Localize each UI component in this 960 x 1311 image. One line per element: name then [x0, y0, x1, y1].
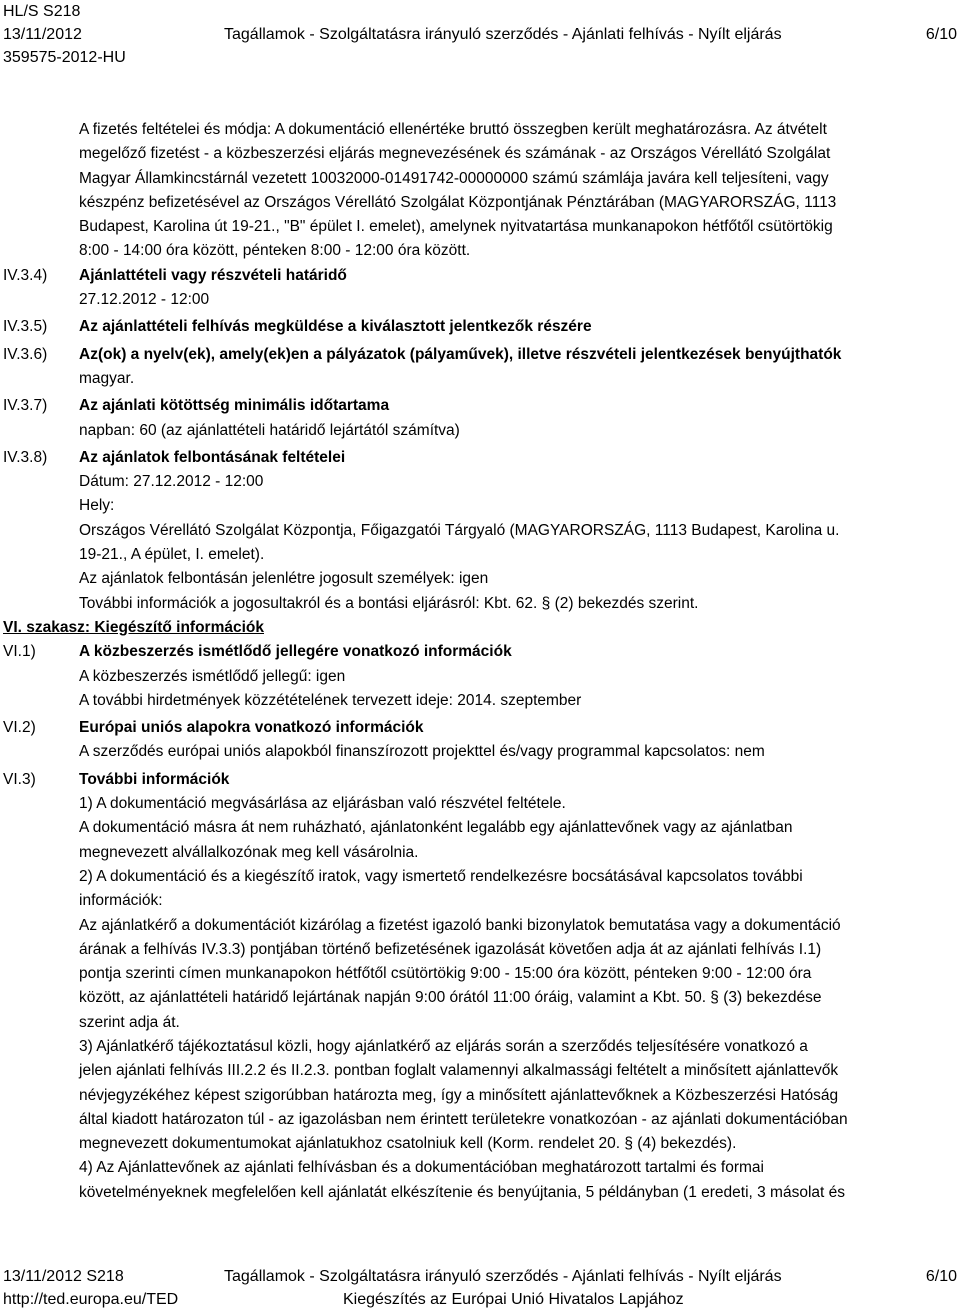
section-heading: Az ajánlati kötöttség minimális időtartama — [79, 397, 390, 415]
eu-funds-line: A szerződés európai uniós alapokból finanszírozott projekttel és/vagy programmal kapcsolatos: nem — [79, 743, 765, 761]
section-heading: Az ajánlattételi felhívás megküldése a kiválasztott jelentkezők részére — [79, 318, 592, 336]
section-label: VI.2) — [3, 719, 36, 737]
section-heading: A közbeszerzés ismétlődő jellegére vonatkozó információk — [79, 643, 512, 661]
info-line: 2) A dokumentáció és a kiegészítő iratok, vagy ismertető rendelkezésre bocsátásával kapcsolatos további — [79, 867, 803, 885]
section-heading: Ajánlattételi vagy részvételi határidő — [79, 266, 347, 284]
page-header — [3, 0, 957, 69]
validity-value: napban: 60 (az ajánlattételi határidő lejártától számítva) — [79, 421, 460, 439]
footer-title: Tagállamok - Szolgáltatásra irányuló szerződés - Ajánlati felhívás - Nyílt eljárás — [224, 1268, 782, 1285]
info-line: követelményeknek megfelelően kell ajánlatát elkészítenie és benyújtania, 5 példányban (1 eredeti, 3 másolat és — [79, 1183, 846, 1201]
info-line: között, az ajánlattételi határidő lejártának napján 9:00 órától 11:00 óráig, valamint a Kbt. 50. § (3) bekezdése — [79, 989, 822, 1007]
payment-line: megelőző fizetést - a közbeszerzési eljárás megnevezésének és számának - az Országos Vérellátó Szolgálat — [79, 145, 831, 163]
payment-line: 8:00 - 14:00 óra között, pénteken 8:00 - 12:00 óra között. — [79, 242, 471, 260]
footer-date: 13/11/2012 — [3, 1268, 82, 1285]
header-title: Tagállamok - Szolgáltatásra irányuló szerződés - Ajánlati felhívás - Nyílt eljárás — [224, 26, 782, 43]
section-label: VI.1) — [3, 643, 36, 661]
recurrence-line: A közbeszerzés ismétlődő jellegű: igen — [79, 667, 346, 685]
opening-line: Hely: — [79, 497, 115, 515]
payment-line: A fizetés feltételei és módja: A dokumentáció ellenértéke bruttó összegben került meghatározásra. Az átvételt — [79, 121, 827, 138]
footer-url[interactable]: http://ted.europa.eu/TED — [3, 1291, 179, 1308]
info-line: A dokumentáció másra át nem ruházható, ajánlatonként legalább egy ajánlattevőnek vagy az ajánlatban — [79, 819, 793, 837]
section-label: VI.3) — [3, 770, 36, 788]
section-heading: További információk — [79, 770, 230, 788]
info-line: árának a felhívás IV.3.3) pontjában történő befizetésének igazolását követően adja át az ajánlati felhívás I.1) — [79, 940, 822, 958]
footer-series: S218 — [86, 1268, 124, 1285]
header-page-number: 6/10 — [925, 26, 957, 43]
payment-line: Budapest, Karolina út 19-21., "B" épület I. emelet), amelynek nyitvatartása munkanapokon hétfőtől csütörtökig — [79, 218, 833, 236]
info-line: 1) A dokumentáció megvásárlása az eljárásban való részvétel feltétele. — [79, 795, 566, 813]
section-label: IV.3.7) — [3, 397, 48, 415]
notice-number: 359575-2012-HU — [3, 49, 126, 66]
info-line: megnevezett dokumentumokat ajánlatukhoz csatolniuk kell (Korm. rendelet 20. § (4) bekezdés). — [79, 1135, 737, 1153]
info-line: szerint adja át. — [79, 1013, 180, 1031]
footer-page-number: 6/10 — [925, 1268, 957, 1285]
section-heading: Az(ok) a nyelv(ek), amely(ek)en a pályázatok (pályaművek), illetve részvételi jelentkezések benyújthatók — [79, 345, 842, 363]
language-value: magyar. — [79, 369, 135, 387]
payment-line: készpénz befizetésével az Országos Vérellátó Szolgálat Központjának Pénztárában (MAGYARORSZÁG, 1113 — [79, 193, 837, 211]
payment-line: Magyar Államkincstárnál vezetett 10032000-01491742-00000000 számú számlája javára kell teljesíteni, vagy — [79, 169, 829, 187]
info-line: pontja szerinti címen munkanapokon hétfőtől csütörtökig 9:00 - 15:00 óra között, pénteken 9:00 - 12:00 óra — [79, 965, 812, 983]
page-footer — [3, 1265, 957, 1311]
section-vi-title: VI. szakasz: Kiegészítő információk — [3, 618, 265, 636]
info-line: Az ajánlatkérő a dokumentációt kizárólag a fizetést igazoló banki bizonylatok bemutatása vagy a dokumentáció — [79, 916, 841, 934]
opening-line: További információk a jogosultakról és a bontási eljárásról: Kbt. 62. § (2) bekezdés szerint. — [79, 594, 699, 612]
info-line: 3) Ajánlatkérő tájékoztatásul közli, hogy ajánlatkérő az eljárás során a szerződés teljesítésére vonatkozó a — [79, 1037, 808, 1055]
opening-line: Az ajánlatok felbontásán jelenlétre jogosult személyek: igen — [79, 570, 489, 588]
doc-id: HL/S S218 — [3, 3, 81, 20]
section-heading: Az ajánlatok felbontásának feltételei — [79, 448, 346, 466]
section-label: IV.3.5) — [3, 318, 48, 336]
info-line: megnevezett alvállalkozónak meg kell vásárolnia. — [79, 843, 419, 861]
header-date: 13/11/2012 — [3, 26, 82, 43]
info-line: jelen ajánlati felhívás III.2.2 és II.2.3. pontban foglalt valamennyi alkalmassági feltételt a minősített ajánlattevők — [79, 1062, 839, 1080]
document-body — [3, 118, 957, 1205]
deadline-value: 27.12.2012 - 12:00 — [79, 291, 210, 309]
info-line: által kiadott határozaton túl - az igazolásban nem érintett területekre vonatkozóan - az ajánlati dokumentációban — [79, 1110, 848, 1128]
info-line: 4) Az Ajánlattevőnek az ajánlati felhívásban és a dokumentációban meghatározott tartalmi és formai — [79, 1159, 764, 1177]
info-line: névjegyzékéhez képest szigorúbban határozta meg, így a minősített ajánlattevőknek a Közbeszerzési Hatóság — [79, 1086, 839, 1104]
section-heading: Európai uniós alapokra vonatkozó információk — [79, 719, 424, 737]
info-line: információk: — [79, 892, 163, 910]
opening-line: Országos Vérellátó Szolgálat Központja, Főigazgatói Tárgyaló (MAGYARORSZÁG, 1113 Budapest, Karolina u. — [79, 521, 840, 539]
footer-publisher: Kiegészítés az Európai Unió Hivatalos Lapjához — [343, 1291, 684, 1308]
section-label: IV.3.4) — [3, 266, 48, 284]
section-label: IV.3.6) — [3, 345, 48, 363]
recurrence-line: A további hirdetmények közzétételének tervezett ideje: 2014. szeptember — [79, 691, 582, 709]
section-label: IV.3.8) — [3, 448, 48, 466]
opening-line: 19-21., A épület, I. emelet). — [79, 546, 265, 564]
opening-line: Dátum: 27.12.2012 - 12:00 — [79, 473, 264, 491]
